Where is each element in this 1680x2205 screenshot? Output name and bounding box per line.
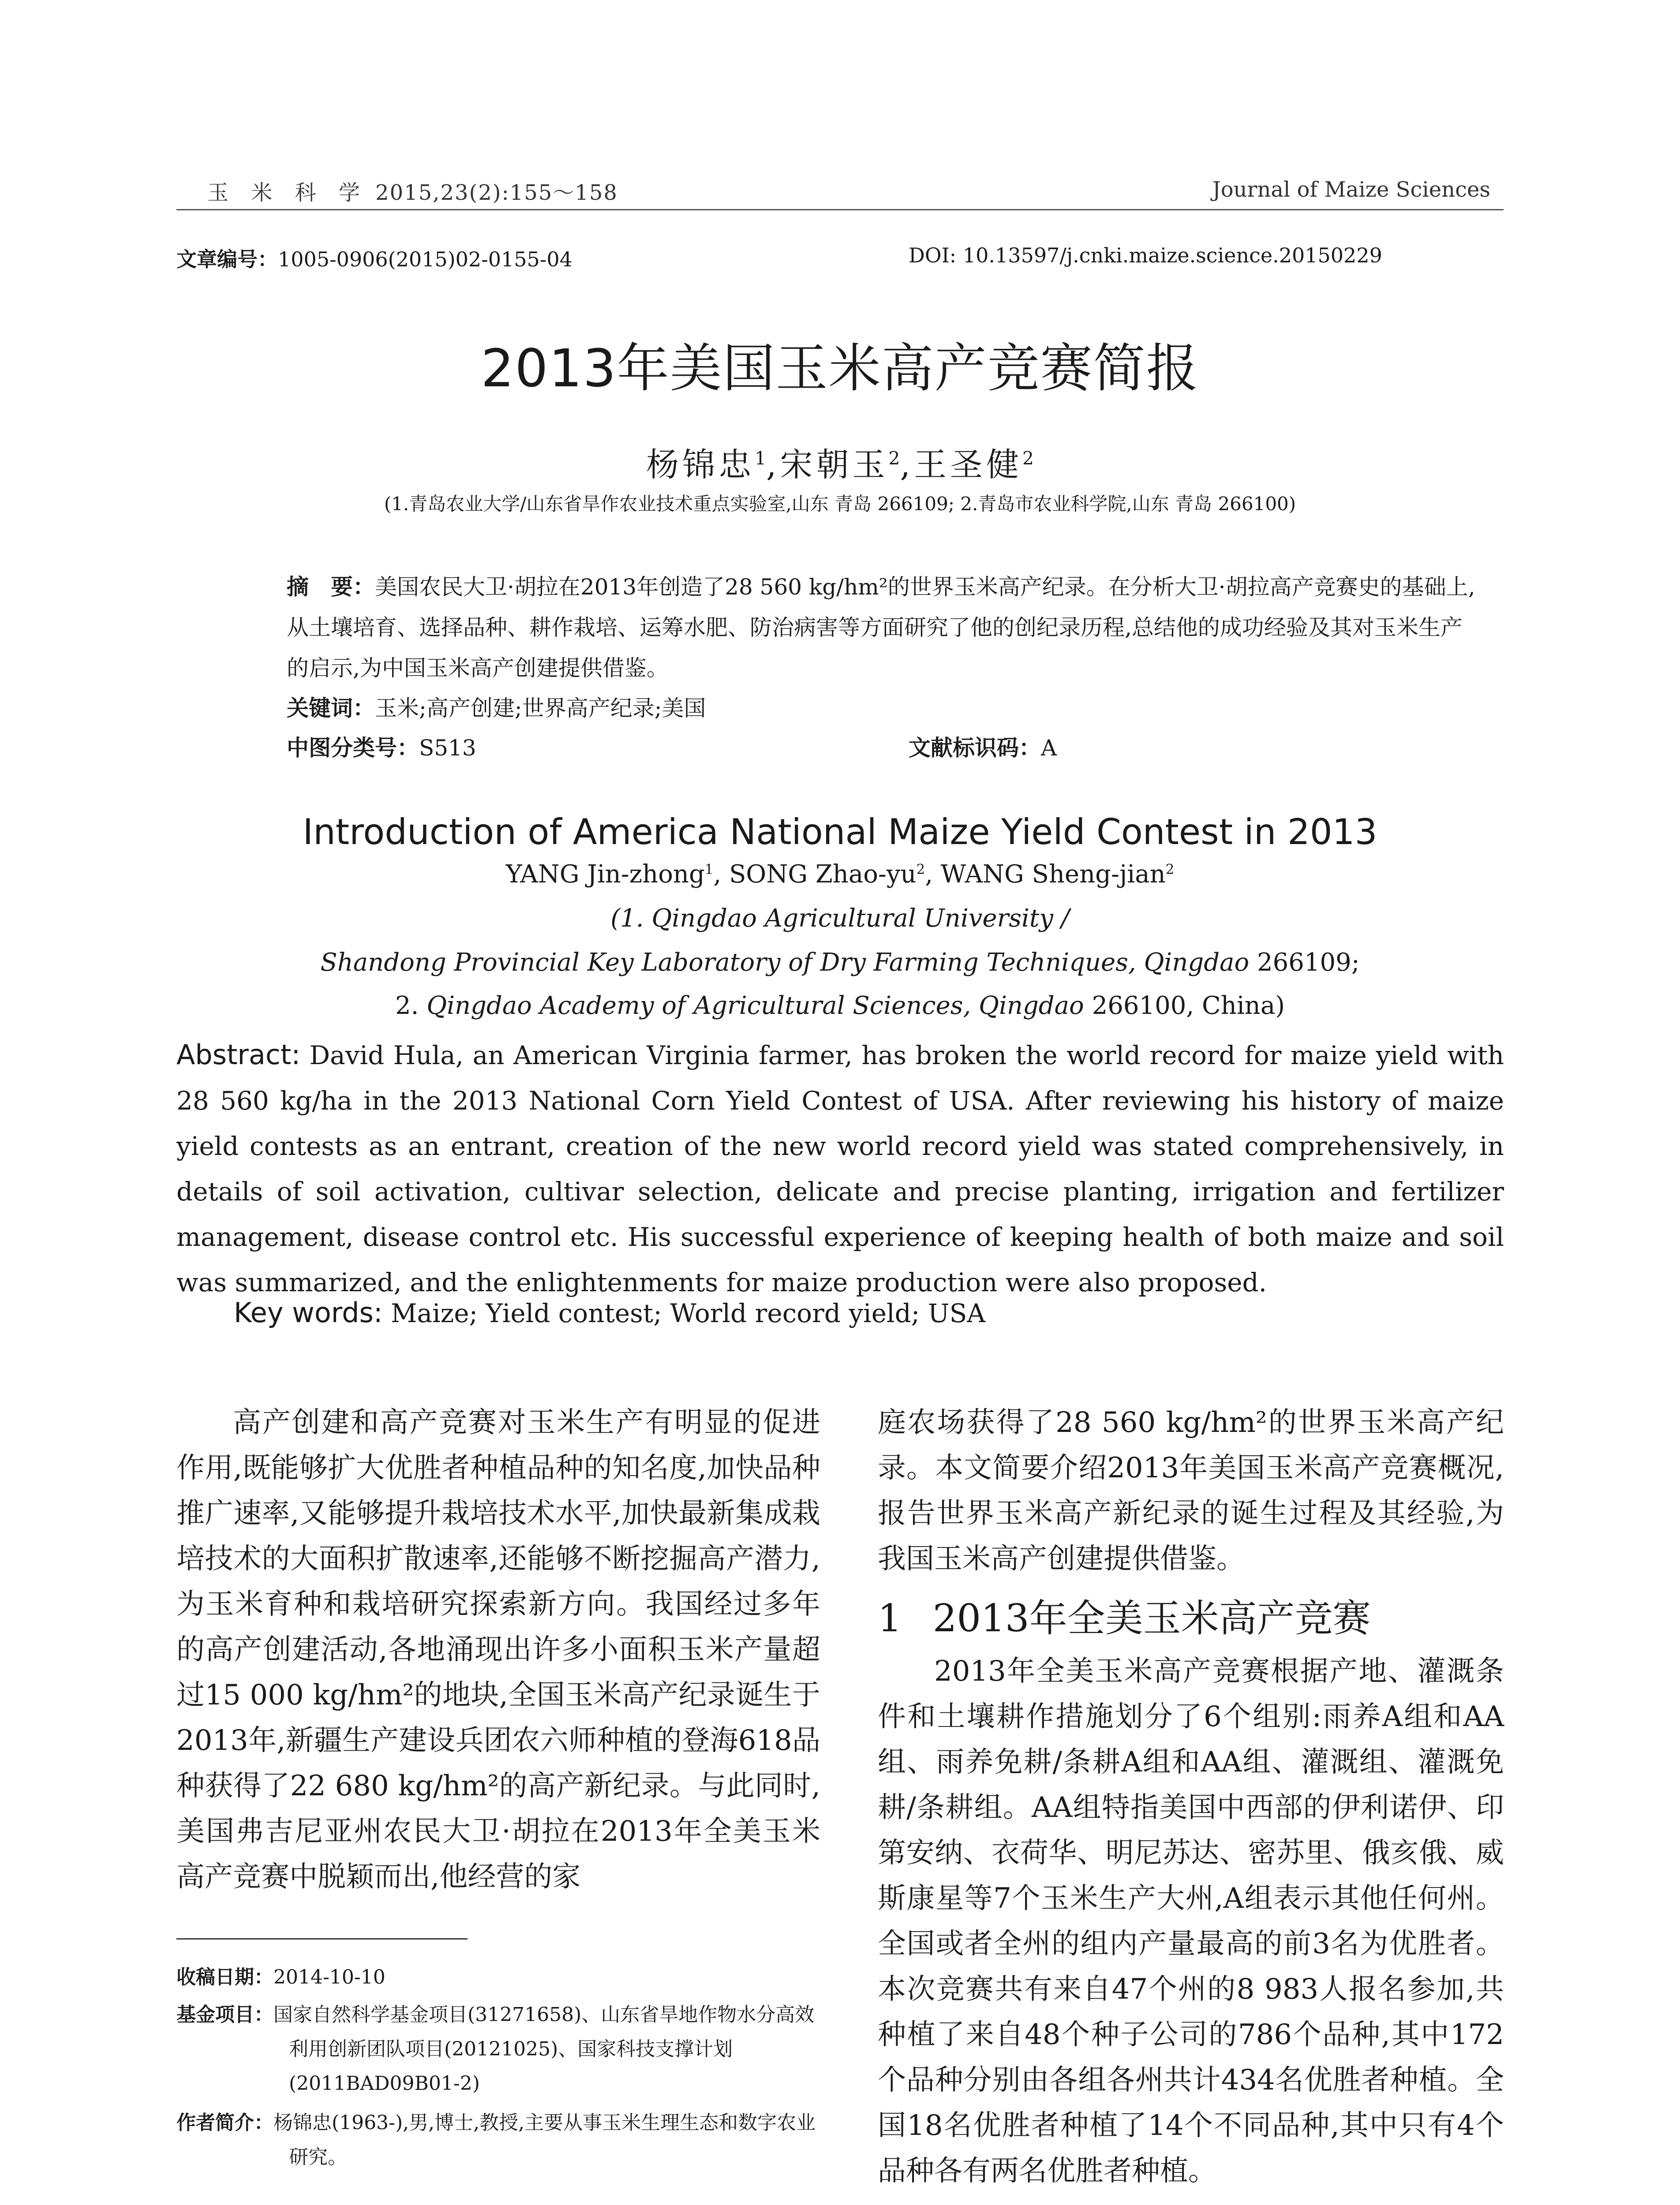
fund-text: 国家自然科学基金项目(31271658)、山东省旱地作物水分高效利用创新团队项目(20121025)、国家科技支撑计划(2011BAD09B01-2) (273, 2003, 815, 2095)
body-left-column (176, 1400, 820, 1900)
author-name: WANG Sheng-jian (940, 860, 1166, 889)
author-name: SONG Zhao-yu (729, 860, 917, 889)
header-rule (176, 209, 1504, 210)
clc-label: 中图分类号： (287, 735, 419, 761)
authors-en: YANG Jin-zhong$^1$, SONG Zhao-$yu^2$, WANG Sheng-jian$^2$ (505, 860, 1175, 889)
footnote-rule (176, 1938, 468, 1940)
title-en: Introduction of America National Maize Yield Contest in 2013 (303, 811, 1377, 852)
affiliation-en-text: Qingdao Academy of Agricultural Sciences, Qingdao (427, 991, 1084, 1020)
title-cn: 2013年美国玉米高产竞赛简报 (481, 338, 1199, 399)
author-superscript: 1 (755, 448, 767, 469)
affiliation-en-line3 (0, 991, 1680, 1020)
footnote-fund (176, 1998, 825, 2101)
keywords-en-label: Key words: (234, 1297, 383, 1329)
keywords-cn-label: 关键词： (287, 695, 375, 721)
article-number-label: 文章编号： (176, 247, 278, 271)
affiliation-en-text: (1. Qingdao Agricultural University / (610, 904, 1070, 933)
author-superscript: 2 (1165, 861, 1175, 878)
document-code-value: A (1041, 735, 1057, 761)
abstract-en-label: Abstract: (176, 1039, 301, 1071)
author-name: 杨锦忠 (646, 446, 755, 484)
author-name: 宋朝玉 (780, 446, 889, 484)
abstract-cn (287, 567, 1478, 688)
footnote-author (176, 2106, 825, 2175)
article-number-value: 1005-0906(2015)02-0155-04 (278, 247, 572, 271)
author-superscript: 2 (1022, 448, 1034, 469)
author-superscript: 2 (916, 861, 925, 878)
document-code-label: 文献标识码： (909, 735, 1041, 761)
affiliation-en-line2 (0, 948, 1680, 977)
author-bio-label: 作者简介： (176, 2112, 273, 2134)
clc-value: S513 (419, 735, 476, 761)
article-number (176, 243, 572, 273)
section-number: 1 (878, 1596, 902, 1641)
document-code (909, 728, 1350, 768)
author-name: YANG Jin-zhong (505, 860, 705, 889)
doi: DOI: 10.13597/j.cnki.maize.science.20150229 (909, 243, 1382, 267)
body-paragraph: 高产创建和高产竞赛对玉米生产有明显的促进作用,既能够扩大优胜者种植品种的知名度,加快品种推广速率,又能够提升栽培技术水平,加快最新集成栽培技术的大面积扩散速率,还能够不断挖掘高产潜力,为玉米育种和栽培研究探索新方向。我国经过多年的高产创建活动,各地涌现出许多小面积玉米产量超过15 000 kg/hm²的地块,全国玉米高产纪录诞生于2013年,新疆生产建设兵团农六师种植的登海618品种获得了22 680 kg/hm²的高产新纪录。与此同时,美国弗吉尼亚州农民大卫·胡拉在2013年全美玉米高产竞赛中脱颖而出,他经营的家 (176, 1406, 820, 1893)
body-paragraph: 庭农场获得了28 560 kg/hm²的世界玉米高产纪录。本文简要介绍2013年美国玉米高产竞赛概况,报告世界玉米高产新纪录的诞生过程及其经验,为我国玉米高产创建提供借鉴。 (878, 1406, 1504, 1575)
keywords-en (234, 1297, 985, 1329)
affiliation-number: 2. (395, 991, 419, 1020)
received-date: 2014-10-10 (273, 1966, 385, 1988)
postal-code: 266109; (1257, 948, 1360, 977)
received-label: 收稿日期： (176, 1966, 273, 1988)
abstract-en (176, 1032, 1504, 1305)
postal-code: 266100, China) (1092, 991, 1285, 1020)
author-name: 王圣健 (913, 446, 1022, 484)
abstract-cn-text: 美国农民大卫·胡拉在2013年创造了28 560 kg/hm²的世界玉米高产纪录。在分析大卫·胡拉高产竞赛史的基础上,从土壤培育、选择品种、耕作栽培、运筹水肥、防治病害等方面研究了他的创纪录历程,总结他的成功经验及其对玉米生产的启示,为中国玉米高产创建提供借鉴。 (287, 574, 1475, 681)
author-superscript: 2 (888, 448, 900, 469)
affiliation-en-text: Shandong Provincial Key Laboratory of Dry Farming Techniques, Qingdao (320, 948, 1250, 977)
body-paragraph: 2013年全美玉米高产竞赛根据产地、灌溉条件和土壤耕作措施划分了6个组别:雨养A组和AA组、雨养免耕/条耕A组和AA组、灌溉组、灌溉免耕/条耕组。AA组特指美国中西部的伊利诺伊、印第安纳、衣荷华、明尼苏达、密苏里、俄亥俄、威斯康星等7个玉米生产大州,A组表示其他任何州。全国或者全州的组内产量最高的前3名为优胜者。本次竞赛共有来自47个州的8 983人报名参加,共种植了来自48个种子公司的786个品种,其中172个品种分别由各组各州共计434名优胜者种植。全国18名优胜者种植了14个不同品种,其中只有4个品种各有两名优胜者种植。 (878, 1655, 1504, 2187)
footnote-received (176, 1960, 825, 1995)
keywords-cn-text: 玉米;高产创建;世界高产纪录;美国 (375, 695, 706, 721)
keywords-cn (287, 688, 1478, 729)
section-title: 2013年全美玉米高产竞赛 (932, 1596, 1371, 1641)
journal-name-en: Journal of Maize Sciences (1212, 177, 1490, 202)
abstract-cn-label: 摘 要： (287, 574, 375, 600)
author-bio-text: 杨锦忠(1963-),男,博士,教授,主要从事玉米生理生态和数字农业研究。 (273, 2112, 816, 2168)
issue-info: 2015,23(2):155～158 (375, 180, 618, 205)
section-heading (878, 1590, 1504, 1647)
journal-name-cn: 玉 米 科 学 (207, 180, 368, 205)
author-superscript: 1 (704, 861, 714, 878)
abstract-en-text: David Hula, an American Virginia farmer, has broken the world record for maize yield with 28 560 kg/ha in the 2013 National Corn Yield Contest of USA. After reviewing his history of maize yield contests as an entrant, creation of the new world record yield was stated comprehensively, in details of soil activation, cultivar selection, delicate and precise planting, irrigation and fertilizer management, disease control etc. His successful experience of keeping health of both maize and soil was summarized, and the enlightenments for maize production were also proposed. (176, 1040, 1504, 1297)
fund-label: 基金项目： (176, 2003, 273, 2026)
keywords-en-text: Maize; Yield contest; World record yield; USA (391, 1298, 986, 1328)
body-right-column (878, 1400, 1504, 2194)
affiliation-en-line1 (0, 904, 1680, 933)
running-header-left (207, 176, 618, 206)
affiliation-cn: (1.青岛农业大学/山东省旱作农业技术重点实验室,山东 青岛 266109; 2.青岛市农业科学院,山东 青岛 266100) (384, 493, 1296, 515)
authors-cn: 杨锦忠$^1$,宋朝玉$^2$,王圣健$^2$ (646, 446, 1034, 484)
